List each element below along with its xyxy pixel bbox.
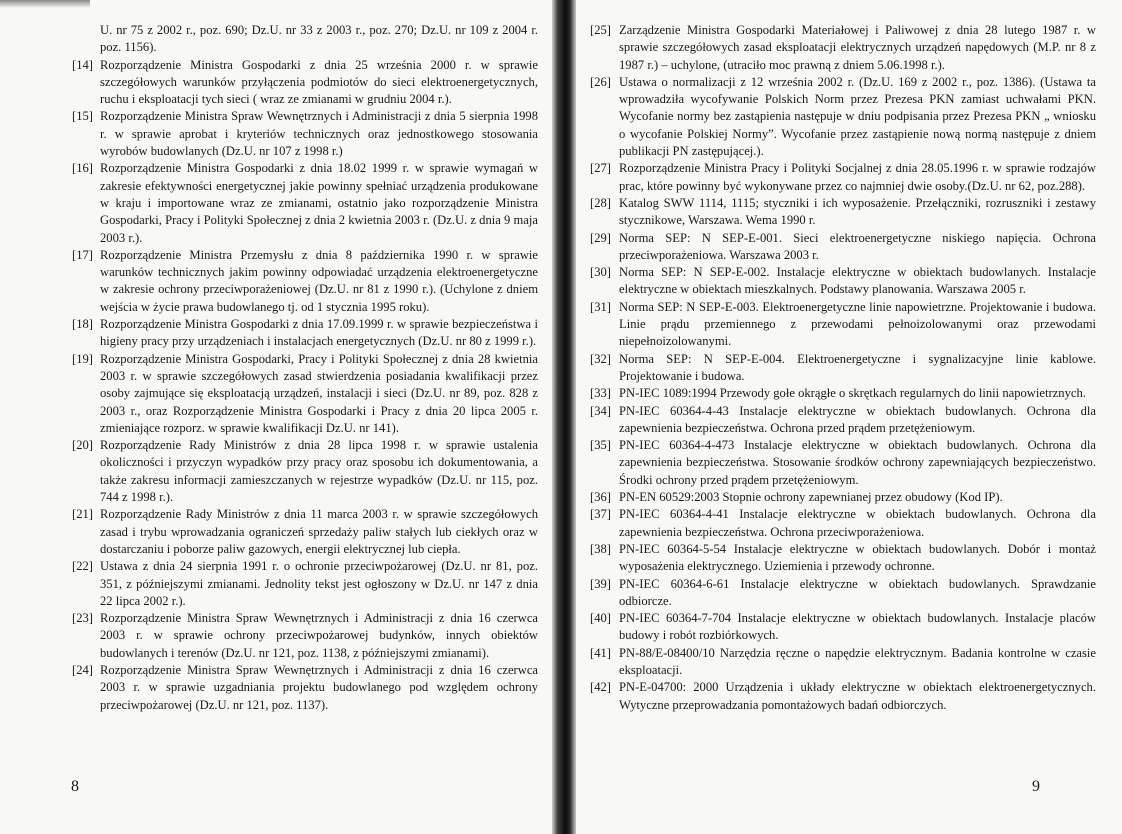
reference-item — [73, 506, 538, 558]
reference-item — [590, 576, 1096, 611]
reference-text: Rozporządzenie Ministra Gospodarki z dnia 18.02 1999 r. w sprawie wymagań w zakresie efektywności energetycznej jakie powinny spełniać urządzenia produkowane w kraju i importowane wraz ze zmianami, ostatnio jako rozporządzenie Ministra Gospodarki, Pracy i Polityki Społecznej z dnia 2 kwietnia 2003 r. (Dz.U. z dnia 9 maja 2003 r.). — [100, 161, 538, 245]
reference-item — [590, 610, 1096, 645]
reference-text: PN-IEC 60364-4-43 Instalacje elektryczne w obiektach budowlanych. Ochrona dla zapewnienia bezpieczeństwa. Ochrona przed prądem przetężeniowym. — [619, 403, 1096, 435]
reference-number: [42] — [590, 680, 611, 695]
reference-text: PN-EN 60529:2003 Stopnie ochrony zapewnianej przez obudowy (Kod IP). — [619, 490, 1003, 505]
reference-number: [20] — [72, 438, 93, 453]
reference-item — [590, 506, 1096, 541]
reference-item — [590, 645, 1096, 680]
reference-number: [28] — [590, 195, 611, 210]
reference-number: [15] — [72, 109, 93, 124]
reference-text: Rozporządzenie Ministra Przemysłu z dnia 8 października 1990 r. w sprawie warunków technicznych jakim powinny odpowiadać urządzenia elektroenergetyczne w zakresie ochrony przeciwporażeniowej (Dz.U. nr 81 z 1990 r.). (Uchylone z dniem wejścia w życie prawa budowlanego tj. od 1 stycznia 1995 roku). — [100, 247, 538, 314]
reference-item — [73, 316, 538, 351]
reference-item — [590, 230, 1096, 265]
page-number-left: 8 — [71, 778, 79, 795]
reference-item — [73, 610, 538, 662]
reference-text: PN-IEC 60364-7-704 Instalacje elektryczne w obiektach budowlanych. Instalacje placów budowy i robót rozbiórkowych. — [619, 611, 1096, 643]
reference-number: [26] — [590, 74, 611, 89]
reference-number: [24] — [72, 662, 93, 677]
reference-text: Norma SEP: N SEP-E-003. Elektroenergetyczne linie napowietrzne. Projektowanie i budowa. Linie prądu przemiennego z przewodami pełnoizolowanymi oraz przewodami niepełnoizolowanymi. — [619, 299, 1096, 349]
reference-item — [590, 489, 1096, 506]
reference-item — [73, 108, 538, 160]
reference-item — [73, 160, 538, 246]
reference-number: [32] — [590, 351, 611, 366]
reference-number: [16] — [72, 161, 93, 176]
reference-item — [590, 403, 1096, 438]
scan-corner-shadow — [0, 0, 90, 8]
reference-text: Rozporządzenie Ministra Spraw Wewnętrznych i Administracji z dnia 5 sierpnia 1998 r. w sprawie aprobat i kryteriów technicznych oraz jednostkowego stosowania wyrobów budowlanych (Dz.U. nr 107 z 1998 r.) — [100, 109, 538, 159]
reference-text: PN-E-04700: 2000 Urządzenia i układy elektryczne w obiektach elektroenergetycznych. Wytyczne przeprowadzania pomontażowych badań odbiorczych. — [619, 680, 1096, 712]
reference-item — [590, 679, 1096, 714]
reference-text: Katalog SWW 1114, 1115; styczniki i ich wyposażenie. Przełączniki, rozruszniki i zestawy stycznikowe, Warszawa. Wema 1990 r. — [619, 195, 1096, 228]
reference-item — [73, 247, 538, 316]
reference-continuation: U. nr 75 z 2002 r., poz. 690; Dz.U. nr 33 z 2003 r., poz. 270; Dz.U. nr 109 z 2004 r. poz. 1156). — [100, 23, 538, 55]
reference-number: [36] — [590, 490, 611, 505]
reference-text: PN-IEC 60364-4-473 Instalacje elektryczne w obiektach budowlanych. Ochrona dla zapewnienia bezpieczeństwa. Stosowanie środków ochrony zapewniających bezpieczeństwo. Środki ochrony przed prądem przetężeniowym. — [619, 438, 1096, 487]
reference-number: [33] — [590, 386, 611, 401]
reference-number: [30] — [590, 265, 611, 280]
reference-text: Ustawa z dnia 24 sierpnia 1991 r. o ochronie przeciwpożarowej (Dz.U. nr 81, poz. 351, z późniejszymi zmianami. Jednolity tekst jest ogłoszony w Dz.U. nr 147 z dnia 22 lipca 2002 r.). — [100, 559, 538, 608]
reference-text: Norma SEP: N SEP-E-002. Instalacje elektryczne w obiektach budowlanych. Instalacje elektryczne w obiektach mieszkalnych. Podstawy planowania. Warszawa 2005 r. — [619, 265, 1096, 297]
reference-item — [590, 541, 1096, 576]
reference-text: Rozporządzenie Ministra Gospodarki, Pracy i Polityki Społecznej z dnia 28 kwietnia 2003 r. w sprawie szczegółowych zasad stwierdzenia posiadania kwalifikacji przez osoby zajmujące się eksploatacją urządzeń, instalacji i sieci (Dz.U. nr 89, poz. 828 z 2003 r., oraz Rozporządzenie Ministra Gospodarki i Pracy z dnia 20 lipca 2005 r. zmieniające rozporz. w sprawie kwalifikacji Dz.U. nr 141). — [100, 351, 538, 435]
left-page — [0, 0, 552, 834]
reference-number: [29] — [590, 230, 611, 245]
reference-text: PN-IEC 60364-5-54 Instalacje elektryczne w obiektach budowlanych. Dobór i montaż wyposażenia elektrycznego. Uziemienia i przewody ochronne. — [619, 541, 1096, 574]
reference-item — [590, 74, 1096, 160]
right-page — [576, 0, 1122, 834]
reference-text: Rozporządzenie Ministra Gospodarki z dnia 17.09.1999 r. w sprawie bezpieczeństwa i higieny pracy przy urządzeniach i instalacjach energetycznych (Dz.U. nr 80 z 1999 r.). — [100, 317, 538, 349]
reference-text: Zarządzenie Ministra Gospodarki Materiałowej i Paliwowej z dnia 28 lutego 1987 r. w sprawie szczegółowych zasad eksploatacji elektrycznych urządzeń napędowych (M.P. nr 8 z 1987 r.) – uchylone, (utraciło moc prawną z dniem 5.06.1998 r.). — [619, 23, 1096, 72]
reference-number: [39] — [590, 576, 611, 591]
reference-text: Norma SEP: N SEP-E-004. Elektroenergetyczne i sygnalizacyjne linie kablowe. Projektowanie i budowa. — [619, 351, 1096, 383]
reference-number: [25] — [590, 23, 611, 37]
reference-item — [73, 662, 538, 714]
reference-text: Rozporządzenie Ministra Spraw Wewnętrznych i Administracji z dnia 16 czerwca 2003 r. w sprawie uzgadniania projektu budowlanego pod względem ochrony przeciwpożarowej (Dz.U. nr 121, poz. 1137). — [100, 662, 538, 712]
reference-item — [590, 264, 1096, 299]
reference-text: Ustawa o normalizacji z 12 września 2002 r. (Dz.U. 169 z 2002 r., poz. 1386). (Ustawa ta wprowadziła wycofywanie Polskich Norm przez Prezesa PKN zamiast uchwałami PKN. Wycofanie normy bez zastąpienia następuje w dniu podpisania przez Prezesa PKN „ wniosku o wycofanie Polskiej Normy”. Wycofanie przez zastąpienie nową normą następuje z dniem publikacji PN zastępującej.). — [619, 74, 1096, 159]
reference-item — [73, 558, 538, 610]
reference-text: PN-IEC 60364-4-41 Instalacje elektryczne w obiektach budowlanych. Ochrona dla zapewnienia bezpieczeństwa. Ochrona przeciwporażeniowa. — [619, 507, 1096, 539]
reference-number: [18] — [72, 317, 93, 332]
reference-item — [73, 437, 538, 506]
reference-number: [37] — [590, 507, 611, 522]
reference-item — [73, 57, 538, 109]
reference-text: PN-88/E-08400/10 Narzędzia ręczne o napędzie elektrycznym. Badania kontrolne w czasie eksploatacji. — [619, 645, 1096, 677]
reference-item — [590, 385, 1096, 402]
reference-number: [27] — [590, 161, 611, 176]
reference-item — [590, 437, 1096, 489]
reference-text: PN-IEC 60364-6-61 Instalacje elektryczne w obiektach budowlanych. Sprawdzanie odbiorcze. — [619, 576, 1096, 608]
reference-number: [34] — [590, 403, 611, 418]
reference-text: Rozporządzenie Rady Ministrów z dnia 11 marca 2003 r. w sprawie szczegółowych zasad i trybu wprowadzania ograniczeń sprzedaży paliw stałych lub ciekłych oraz w dostarczaniu i poborze paliw gazowych, energii elektrycznej lub ciepła. — [100, 507, 538, 556]
reference-item — [590, 195, 1096, 230]
reference-item — [590, 22, 1096, 74]
reference-text: Norma SEP: N SEP-E-001. Sieci elektroenergetyczne niskiego napięcia. Ochrona przeciwporażeniowa. Warszawa 2003 r. — [619, 230, 1096, 262]
reference-number: [22] — [72, 559, 93, 574]
reference-number: [35] — [590, 438, 611, 453]
reference-text: Rozporządzenie Rady Ministrów z dnia 28 lipca 1998 r. w sprawie ustalenia okoliczności i przyczyn wypadków przy pracy oraz sposobu ich dokumentowania, a także zakresu informacji zamieszczanych w rejestrze wypadków (Dz.U. nr 115, poz. 744 z 1998 r.). — [100, 438, 538, 505]
page-number-right: 9 — [1032, 778, 1040, 795]
reference-item — [590, 351, 1096, 386]
reference-number: [17] — [72, 247, 93, 262]
left-reference-list — [73, 22, 538, 714]
reference-number: [23] — [72, 611, 93, 626]
reference-item — [73, 351, 538, 437]
reference-item — [590, 160, 1096, 195]
reference-text: PN-IEC 1089:1994 Przewody gołe okrągłe o skrętkach regularnych do linii napowietrznych. — [619, 386, 1086, 401]
reference-number: [21] — [72, 507, 93, 522]
reference-item — [590, 299, 1096, 351]
reference-number: [14] — [72, 57, 93, 72]
reference-number: [38] — [590, 541, 611, 556]
reference-number: [19] — [72, 351, 93, 366]
reference-number: [31] — [590, 299, 611, 314]
right-reference-list — [590, 22, 1096, 714]
reference-text: Rozporządzenie Ministra Gospodarki z dnia 25 września 2000 r. w sprawie szczegółowych warunków przyłączenia podmiotów do sieci elektroenergetycznych, ruchu i eksploatacji tych sieci ( wraz ze zmianami w grudniu 2004 r.). — [100, 57, 538, 107]
reference-text: Rozporządzenie Ministra Pracy i Polityki Socjalnej z dnia 28.05.1996 r. w sprawie rodzajów prac, które powinny być wykonywane przez co najmniej dwie osoby.(Dz.U. nr 62, poz.288). — [619, 161, 1096, 193]
reference-text: Rozporządzenie Ministra Spraw Wewnętrznych i Administracji z dnia 16 czerwca 2003 r. w sprawie ochrony przeciwpożarowej budynków, innych obiektów budowlanych i terenów (Dz.U. nr 121, poz. 1138, z późniejszymi zmianami). — [100, 611, 538, 660]
book-spine-gutter — [552, 0, 576, 834]
reference-number: [41] — [590, 645, 611, 660]
reference-number: [40] — [590, 611, 611, 626]
